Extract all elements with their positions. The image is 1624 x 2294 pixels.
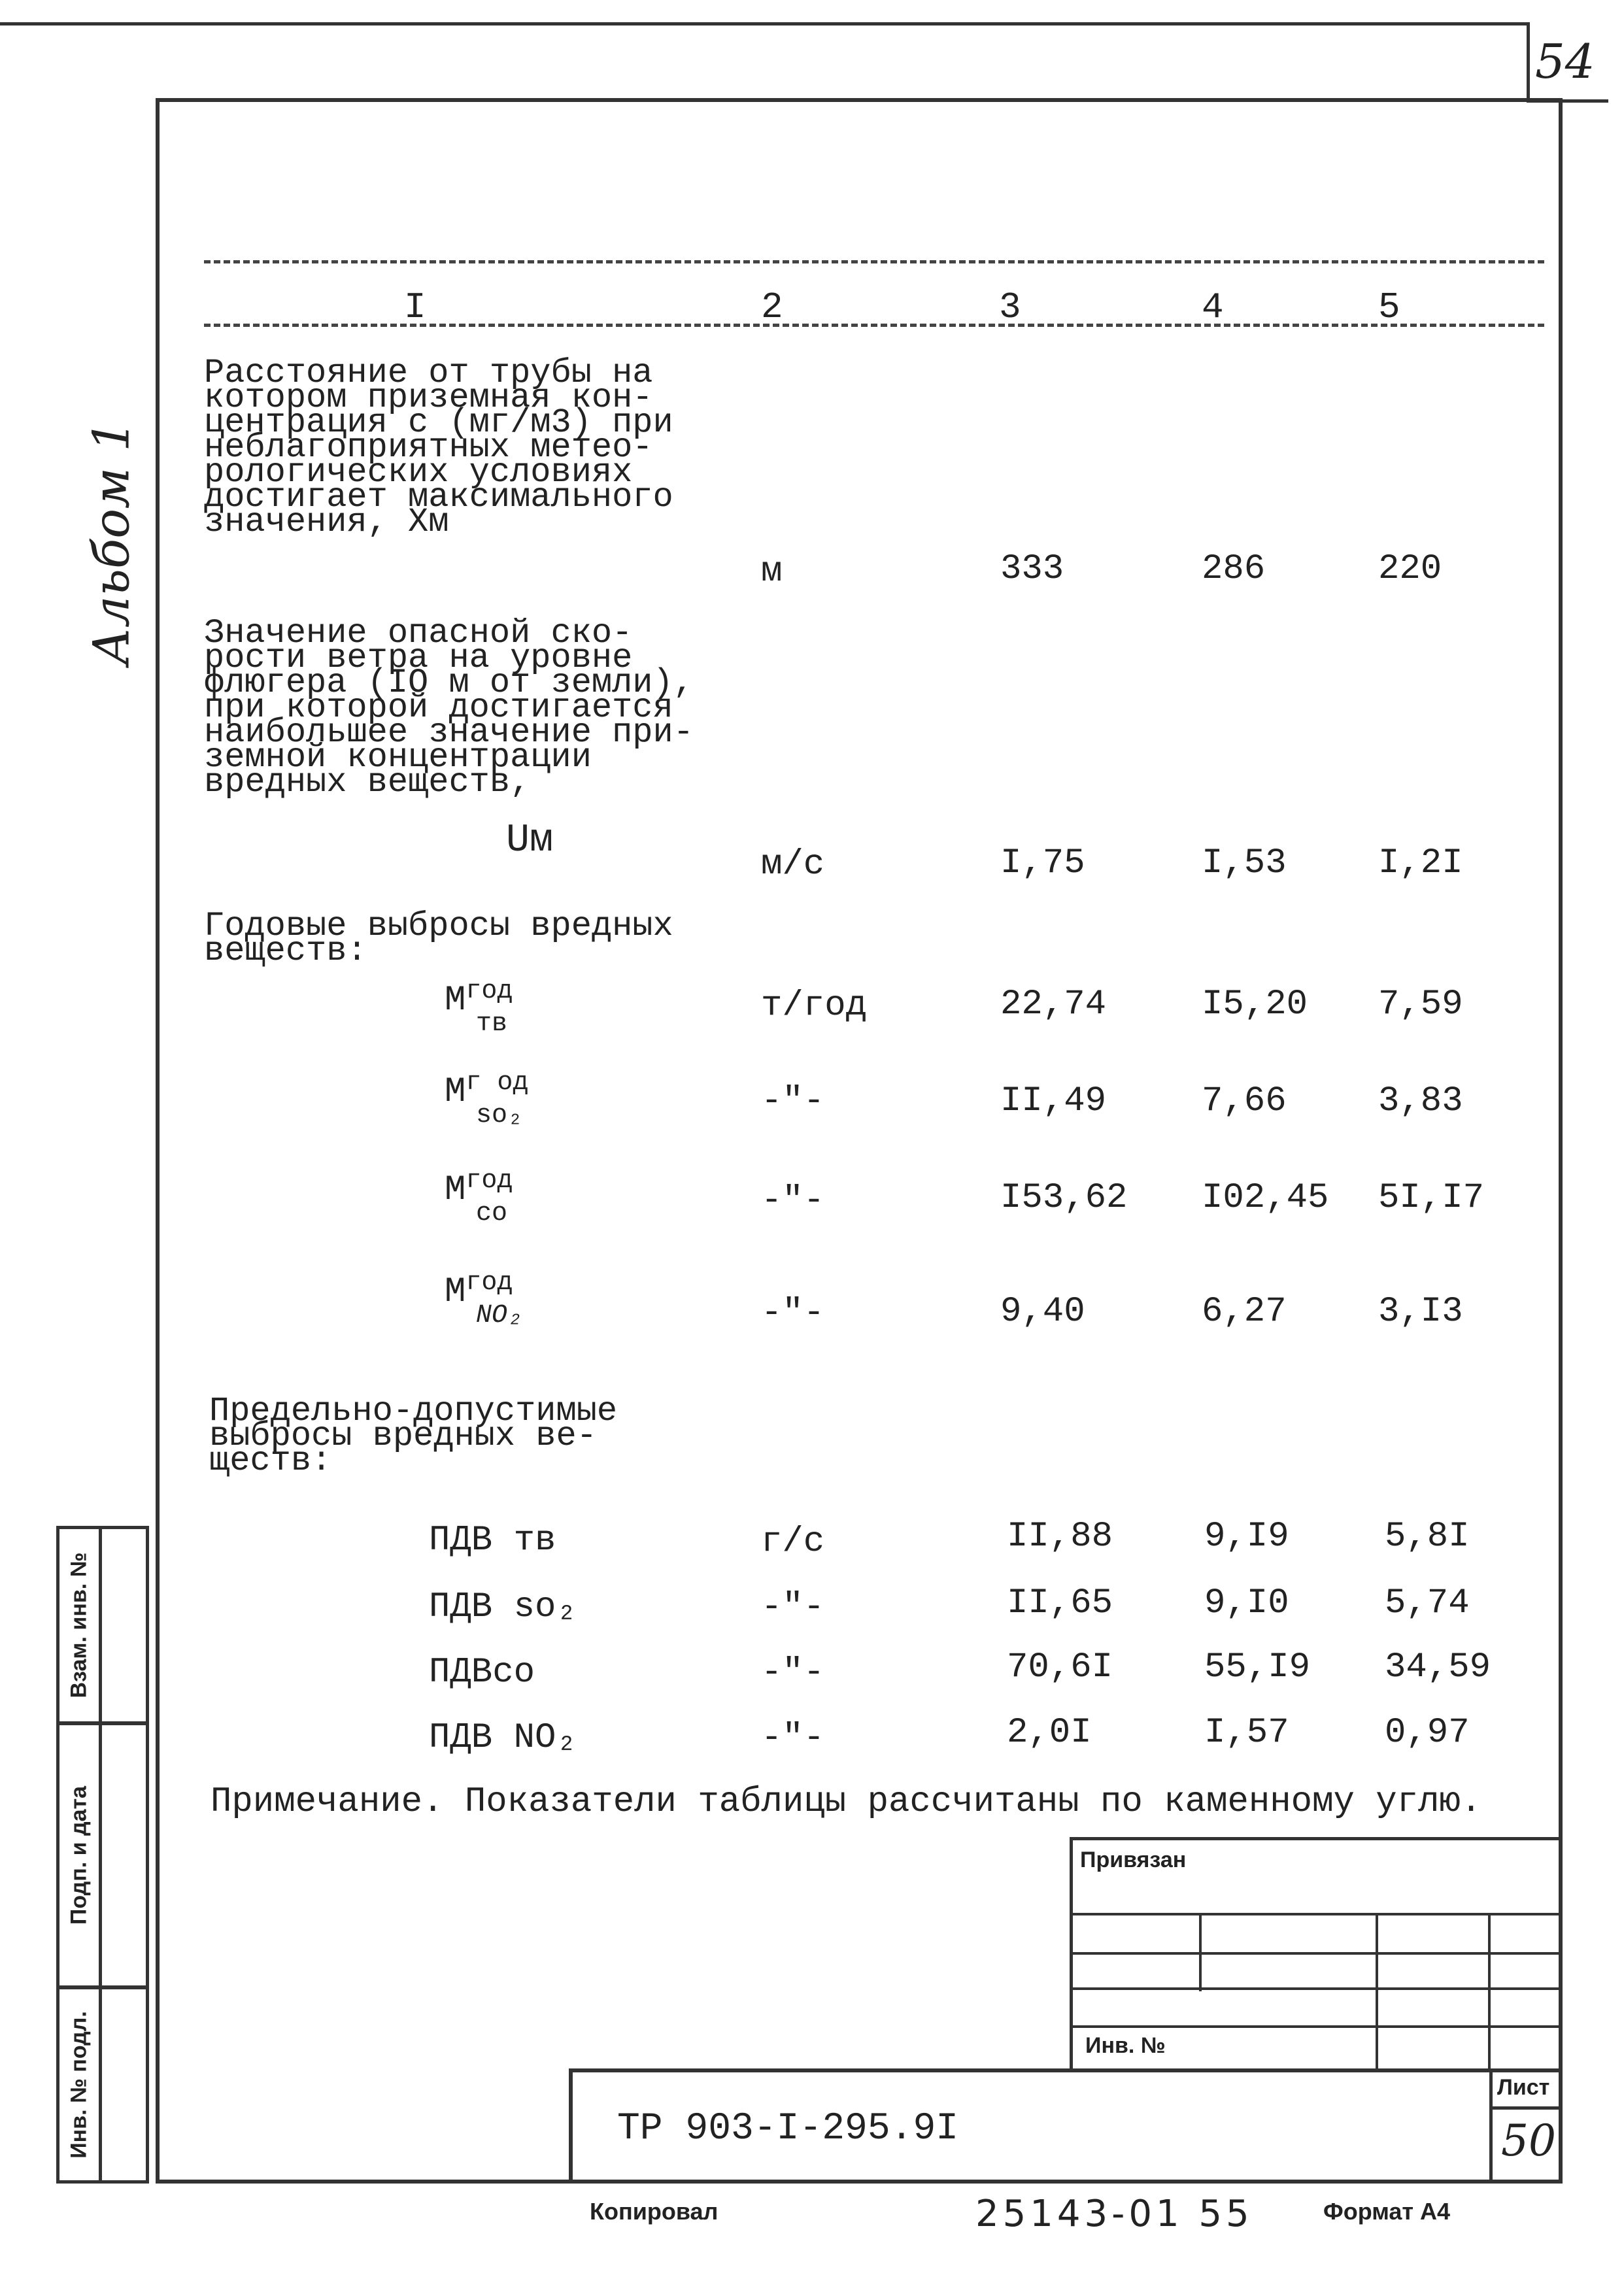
table-note: Примечание. Показатели таблицы рассчитаны по каменному углю. xyxy=(211,1782,1482,1822)
m-tv-unit: т/год xyxy=(761,986,868,1026)
pdv-so2-unit: -"- xyxy=(761,1587,825,1627)
m-no2-v3: 9,40 xyxy=(1000,1292,1085,1332)
pdv-tv-v5: 5,8I xyxy=(1385,1517,1470,1557)
row-xm-v5: 220 xyxy=(1378,549,1442,589)
header-rule-bottom xyxy=(204,324,1544,327)
pdv-so2-v4: 9,I0 xyxy=(1204,1583,1289,1623)
col-head-5: 5 xyxy=(1378,286,1400,328)
privyazan-label: Привязан xyxy=(1080,1847,1187,1872)
m-so2-v5: 3,83 xyxy=(1378,1081,1463,1121)
row-xm-label: Расстояние от трубы на котором приземная кон- центрация с (мг/м3) при неблагоприятных метео- рологических условиях достигает максимального значения, Хм xyxy=(204,354,673,541)
page-number: 54 xyxy=(1535,34,1595,89)
row-um-symbol: Uм xyxy=(506,818,554,863)
m-no2-symbol: $М^{год}$ NO₂ xyxy=(445,1268,524,1330)
tb-line xyxy=(1488,1913,1491,2072)
m-co-symbol: $М^{год}$ со xyxy=(445,1166,513,1228)
col-head-4: 4 xyxy=(1202,286,1224,328)
tb-line xyxy=(1070,1837,1073,2072)
pdv-co-unit: -"- xyxy=(761,1653,825,1693)
m-so2-v4: 7,66 xyxy=(1202,1081,1287,1121)
tb-line xyxy=(1199,1913,1202,1991)
row-um-v5: I,2I xyxy=(1378,843,1463,883)
col-head-1: I xyxy=(404,286,426,328)
tb-line xyxy=(1489,2106,1563,2110)
m-no2-v4: 6,27 xyxy=(1202,1292,1287,1332)
tb-line xyxy=(569,2068,1563,2072)
stamp-cell-sign-date: Подп. и дата xyxy=(56,1722,149,1989)
pdv-so2-v5: 5,74 xyxy=(1385,1583,1470,1623)
row-um-v3: I,75 xyxy=(1000,843,1085,883)
pdv-co-v5: 34,59 xyxy=(1385,1647,1491,1687)
pdv-co-label: ПДВсо xyxy=(429,1653,535,1693)
pdv-no2-v3: 2,0I xyxy=(1007,1713,1092,1753)
m-tv-v3: 22,74 xyxy=(1000,985,1107,1024)
row-um-label: Значение опасной ско- рости ветра на уровне флюгера (IO м от земли), при которой достигается наибольшее значение при- земной концентрации вредных веществ, xyxy=(204,614,694,801)
pdv-tv-v4: 9,I9 xyxy=(1204,1517,1289,1557)
m-no2-v5: 3,I3 xyxy=(1378,1292,1463,1332)
footer-number: 25143-01 55 xyxy=(975,2193,1253,2235)
m-no2-unit: -"- xyxy=(761,1293,825,1333)
sheet-number: 50 xyxy=(1501,2116,1556,2166)
pdv-heading: Предельно-допустимые выбросы вредных ве- ществ: xyxy=(209,1392,618,1480)
col-head-3: 3 xyxy=(999,286,1021,328)
m-co-v5: 5I,I7 xyxy=(1378,1178,1485,1218)
annual-emissions-heading: Годовые выбросы вредных веществ: xyxy=(204,907,673,970)
pdv-so2-label: ПДВ so₂ xyxy=(429,1587,577,1627)
pdv-so2-v3: II,65 xyxy=(1007,1583,1113,1623)
tb-line xyxy=(1376,1913,1378,2072)
album-label: Альбом 1 xyxy=(82,420,141,666)
row-xm-v3: 333 xyxy=(1000,549,1064,589)
m-so2-unit: -"- xyxy=(761,1081,825,1121)
pdv-tv-v3: II,88 xyxy=(1007,1517,1113,1557)
pdv-tv-unit: г/с xyxy=(761,1522,825,1562)
stamp-cell-replaced-inv: Взам. инв. № xyxy=(56,1526,149,1725)
sheet-label: Лист xyxy=(1497,2075,1550,2100)
header-rule-top xyxy=(204,260,1544,263)
inv-no-label: Инв. № xyxy=(1085,2033,1166,2058)
m-tv-v5: 7,59 xyxy=(1378,985,1463,1024)
pdv-no2-v5: 0,97 xyxy=(1385,1713,1470,1753)
m-co-unit: -"- xyxy=(761,1181,825,1221)
top-border-line xyxy=(0,22,1530,25)
tb-line xyxy=(569,2068,573,2184)
m-so2-v3: II,49 xyxy=(1000,1081,1107,1121)
m-co-v4: I02,45 xyxy=(1202,1178,1329,1218)
pdv-no2-label: ПДВ NO₂ xyxy=(429,1718,577,1758)
row-xm-unit: м xyxy=(761,552,783,592)
pdv-no2-unit: -"- xyxy=(761,1718,825,1758)
pdv-co-v3: 70,6I xyxy=(1007,1647,1113,1687)
stamp-cell-inv-original: Инв. № подл. xyxy=(56,1986,149,2184)
pdv-tv-label: ПДВ тв xyxy=(429,1521,556,1560)
row-xm-v4: 286 xyxy=(1202,549,1266,589)
format-label: Формат А4 xyxy=(1323,2198,1451,2225)
row-um-unit: м/с xyxy=(761,845,825,885)
tb-line xyxy=(1070,1837,1563,1840)
m-so2-symbol: $М^{г од}$ so₂ xyxy=(445,1068,529,1130)
tb-line xyxy=(1489,2068,1493,2184)
row-um-v4: I,53 xyxy=(1202,843,1287,883)
pdv-co-v4: 55,I9 xyxy=(1204,1647,1311,1687)
col-head-2: 2 xyxy=(761,286,783,328)
m-co-v3: I53,62 xyxy=(1000,1178,1128,1218)
m-tv-symbol: $М^{год}$ тв xyxy=(445,977,513,1039)
document-code: ТР 903-I-295.9I xyxy=(617,2108,959,2150)
m-tv-v4: I5,20 xyxy=(1202,985,1308,1024)
copied-label: Копировал xyxy=(590,2198,719,2225)
pdv-no2-v4: I,57 xyxy=(1204,1713,1289,1753)
